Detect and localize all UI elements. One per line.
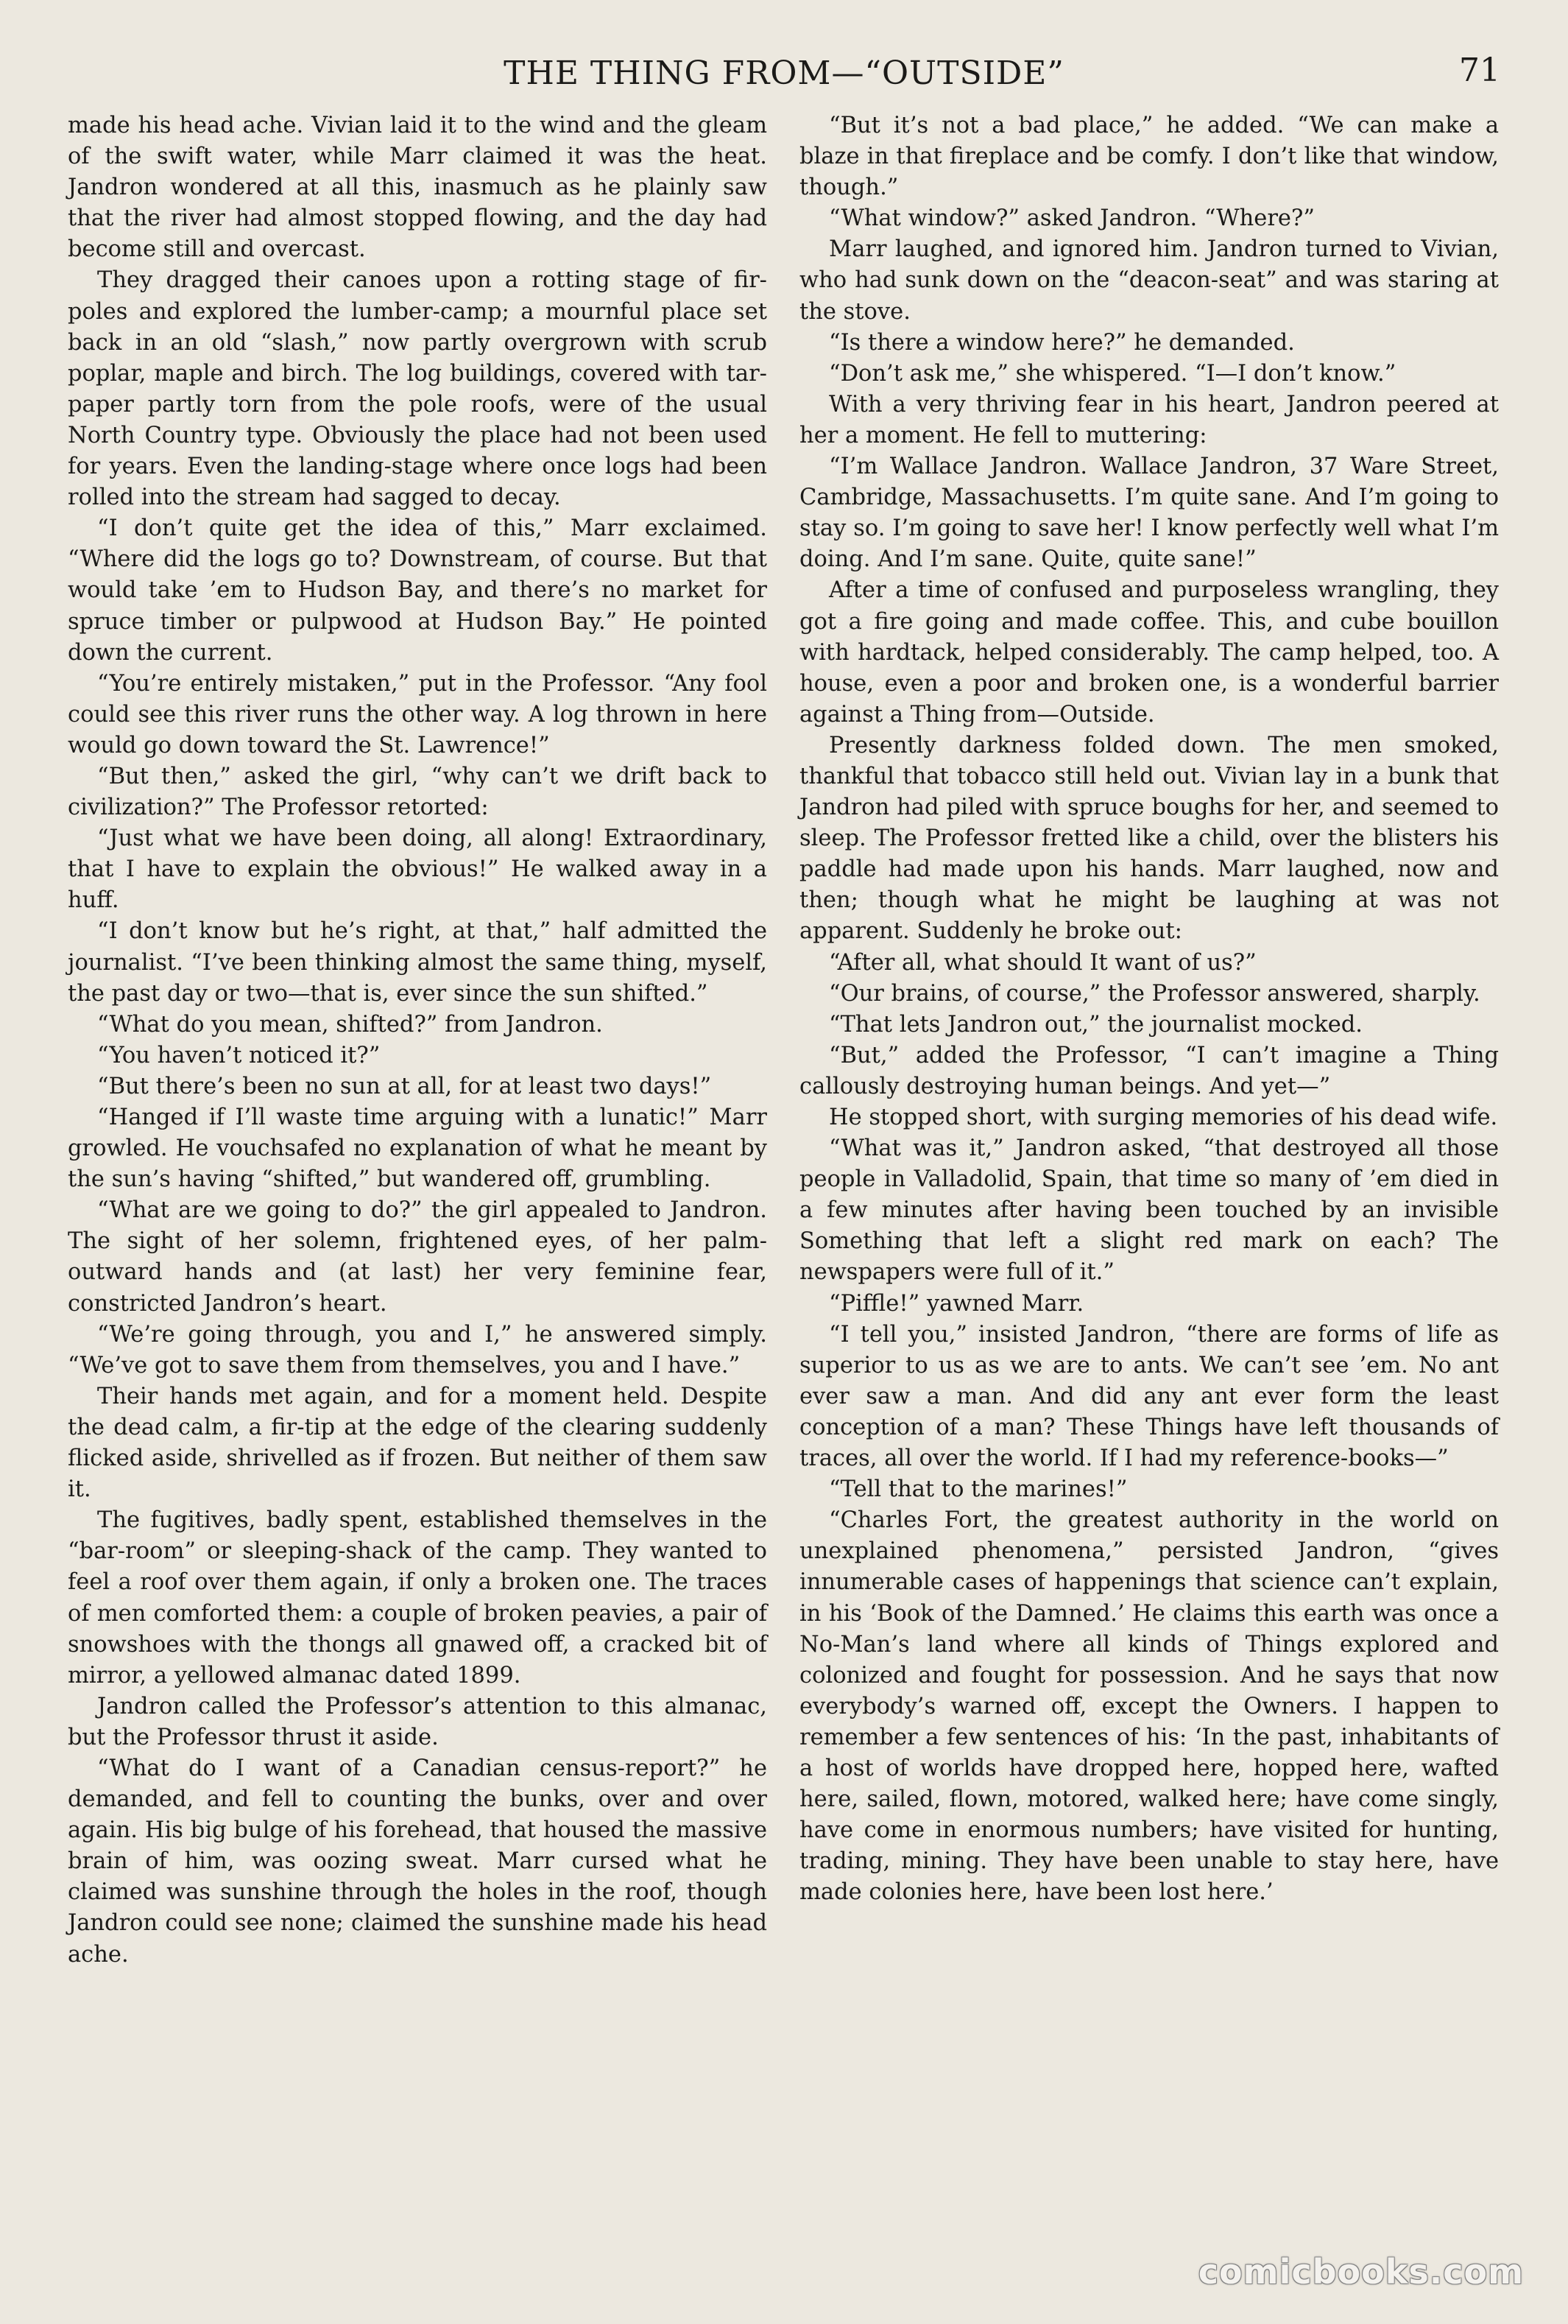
- paragraph: “I’m Wallace Jandron. Wallace Jandron, 37 Ware Street, Cambridge, Massachusetts. I’m quite sane. And I’m going to stay so. I’m going to save her! I know perfectly well what I’m doing. And I’m sane. Quite, quite sane!”: [799, 454, 1499, 573]
- paragraph: Presently darkness folded down. The men smoked, thankful that tobacco still held out. Vivian lay in a bunk that Jandron had piled with spruce boughs for her, and seemed to sleep. The Professor fretted like a child, over the blisters his paddle had made upon his hands. Marr laughed, now and then; though what he might be laughing at was not apparent. Suddenly he broke out:: [799, 732, 1499, 945]
- paragraph: “But there’s been no sun at all, for at least two days!”: [97, 1073, 712, 1099]
- paragraph: “But it’s not a bad place,” he added. “We can make a blaze in that fireplace and be comfy. I don’t like that window, though.”: [799, 113, 1499, 201]
- paragraph: He stopped short, with surging memories of his dead wife.: [829, 1105, 1498, 1130]
- paragraph: “What was it,” Jandron asked, “that destroyed all those people in Valladolid, Spain, that time so many of ’em died in a few minutes after having been touched by an invisible Something that left a slight red mark on each? The newspapers were full of it.”: [799, 1135, 1499, 1286]
- watermark-logo: comicbooks.com: [1198, 2252, 1524, 2292]
- paragraph: “Piffle!” yawned Marr.: [829, 1290, 1084, 1317]
- paragraph: made his head ache. Vivian laid it to the wind and the gleam of the swift water, while Marr claimed it was the heat. Jandron wondered at all this, inasmuch as he plainly saw that the river had almost stopped flowing, and the day had become still and overcast.: [68, 113, 767, 263]
- paragraph: After a time of confused and purposeless wrangling, they got a fire going and made coffee. This, and cube bouillon with hardtack, helped considerably. The camp helped, too. A house, even a poor and broken one, is a wonderful barrier against a Thing from—Outside.: [799, 577, 1499, 728]
- paragraph: “We’re going through, you and I,” he answered simply. “We’ve got to save them from themselves, you and I have.”: [68, 1321, 767, 1378]
- paragraph: “Our brains, of course,” the Professor answered, sharply.: [829, 980, 1480, 1007]
- paragraph: “Is there a window here?” he demanded.: [829, 329, 1295, 356]
- paragraph: They dragged their canoes upon a rotting stage of fir-poles and explored the lumber-camp; a mournful place set back in an old “slash,” now partly overgrown with scrub poplar, maple and birch. The log buildings, covered with tar-paper partly torn from the pole roofs, were of the usual North Country type. Obviously the place had not been used for years. Even the landing-stage where once logs had been rolled into the stream had sagged to decay.: [68, 267, 767, 511]
- running-title: THE THING FROM—“OUTSIDE”: [504, 54, 1064, 92]
- paragraph: “Just what we have been doing, all along! Extraordinary, that I have to explain the obvious!” He walked away in a huff.: [68, 825, 767, 914]
- paragraph: The fugitives, badly spent, established themselves in the “bar-room” or sleeping-shack of the camp. They wanted to feel a roof over them again, if only a broken one. The traces of men comforted them: a couple of broken peavies, a pair of snowshoes with the thongs all gnawed off, a cracked bit of mirror, a yellowed almanac dated 1899.: [68, 1507, 767, 1689]
- paragraph: “After all, what should It want of us?”: [829, 949, 1257, 976]
- paragraph: “That lets Jandron out,” the journalist mocked.: [829, 1011, 1363, 1038]
- paragraph: “But,” added the Professor, “I can’t imagine a Thing callously destroying human beings. And yet—”: [799, 1042, 1499, 1099]
- paragraph: Marr laughed, and ignored him. Jandron turned to Vivian, who had sunk down on the “deacon-seat” and was staring at the stove.: [799, 236, 1499, 325]
- page-header: [65, 52, 1503, 103]
- paragraph: “What do I want of a Canadian census-report?” he demanded, and fell to counting the bunks, over and over again. His big bulge of his forehead, that housed the massive brain of him, was oozing sweat. Marr cursed what he claimed was sunshine through the holes in the roof, though Jandron could see none; claimed the sunshine made his head ache.: [68, 1755, 767, 1968]
- paragraph: “Tell that to the marines!”: [829, 1476, 1128, 1503]
- paragraph: “What window?” asked Jandron. “Where?”: [829, 205, 1315, 232]
- left-column: [68, 110, 767, 1971]
- paragraph: With a very thriving fear in his heart, Jandron peered at her a moment. He fell to muttering:: [799, 391, 1499, 448]
- paragraph: “Don’t ask me,” she whispered. “I—I don’t know.”: [829, 360, 1396, 387]
- page-number: 71: [1459, 52, 1500, 89]
- paragraph: “But then,” asked the girl, “why can’t we drift back to civilization?” The Professor retorted:: [68, 763, 767, 821]
- paragraph: “I tell you,” insisted Jandron, “there are forms of life as superior to us as we are to ants. We can’t see ’em. No ant ever saw a man. And did any ant ever form the least conception of a man? These Things have left thousands of traces, all over the world. If I had my reference-books—”: [799, 1321, 1499, 1472]
- paragraph: “You’re entirely mistaken,” put in the Professor. “Any fool could see this river runs the other way. A log thrown in here would go down toward the St. Lawrence!”: [68, 670, 767, 758]
- paragraph: “Hanged if I’ll waste time arguing with a lunatic!” Marr growled. He vouchsafed no explanation of what he meant by the sun’s having “shifted,” but wandered off, grumbling.: [68, 1105, 767, 1193]
- paragraph: Their hands met again, and for a moment held. Despite the dead calm, a fir-tip at the edge of the clearing suddenly flicked aside, shrivelled as if frozen. But neither of them saw it.: [68, 1383, 767, 1503]
- right-column: [799, 110, 1499, 1908]
- paragraph: “Charles Fort, the greatest authority in the world on unexplained phenomena,” persisted Jandron, “gives innumerable cases of happenings that science can’t explain, in his ‘Book of the Damned.’ He claims this earth was once a No-Man’s land where all kinds of Things explored and colonized and fought for possession. And he says that now everybody’s warned off, except the Owners. I happen to remember a few sentences of his: ‘In the past, inhabitants of a host of worlds have dropped here, hopped here, wafted here, sailed, flown, motored, walked here; have come singly, have come in enormous numbers; have visited for hunting, trading, mining. They have been unable to stay here, have made colonies here, have been lost here.’: [799, 1507, 1499, 1906]
- paragraph: “What are we going to do?” the girl appealed to Jandron. The sight of her solemn, frightened eyes, of her palm-outward hands and (at last) her very feminine fear, constricted Jandron’s heart.: [68, 1197, 767, 1317]
- paragraph: “I don’t know but he’s right, at that,” half admitted the journalist. “I’ve been thinking almost the same thing, myself, the past day or two—that is, ever since the sun shifted.”: [68, 918, 767, 1007]
- paragraph: “I don’t quite get the idea of this,” Marr exclaimed. “Where did the logs go to? Downstream, of course. But that would take ’em to Hudson Bay, and there’s no market for spruce timber or pulpwood at Hudson Bay.” He pointed down the current.: [68, 515, 767, 666]
- paragraph: Jandron called the Professor’s attention to this almanac, but the Professor thrust it aside.: [68, 1693, 767, 1750]
- paragraph: “You haven’t noticed it?”: [97, 1042, 381, 1068]
- paragraph: “What do you mean, shifted?” from Jandron.: [97, 1011, 603, 1038]
